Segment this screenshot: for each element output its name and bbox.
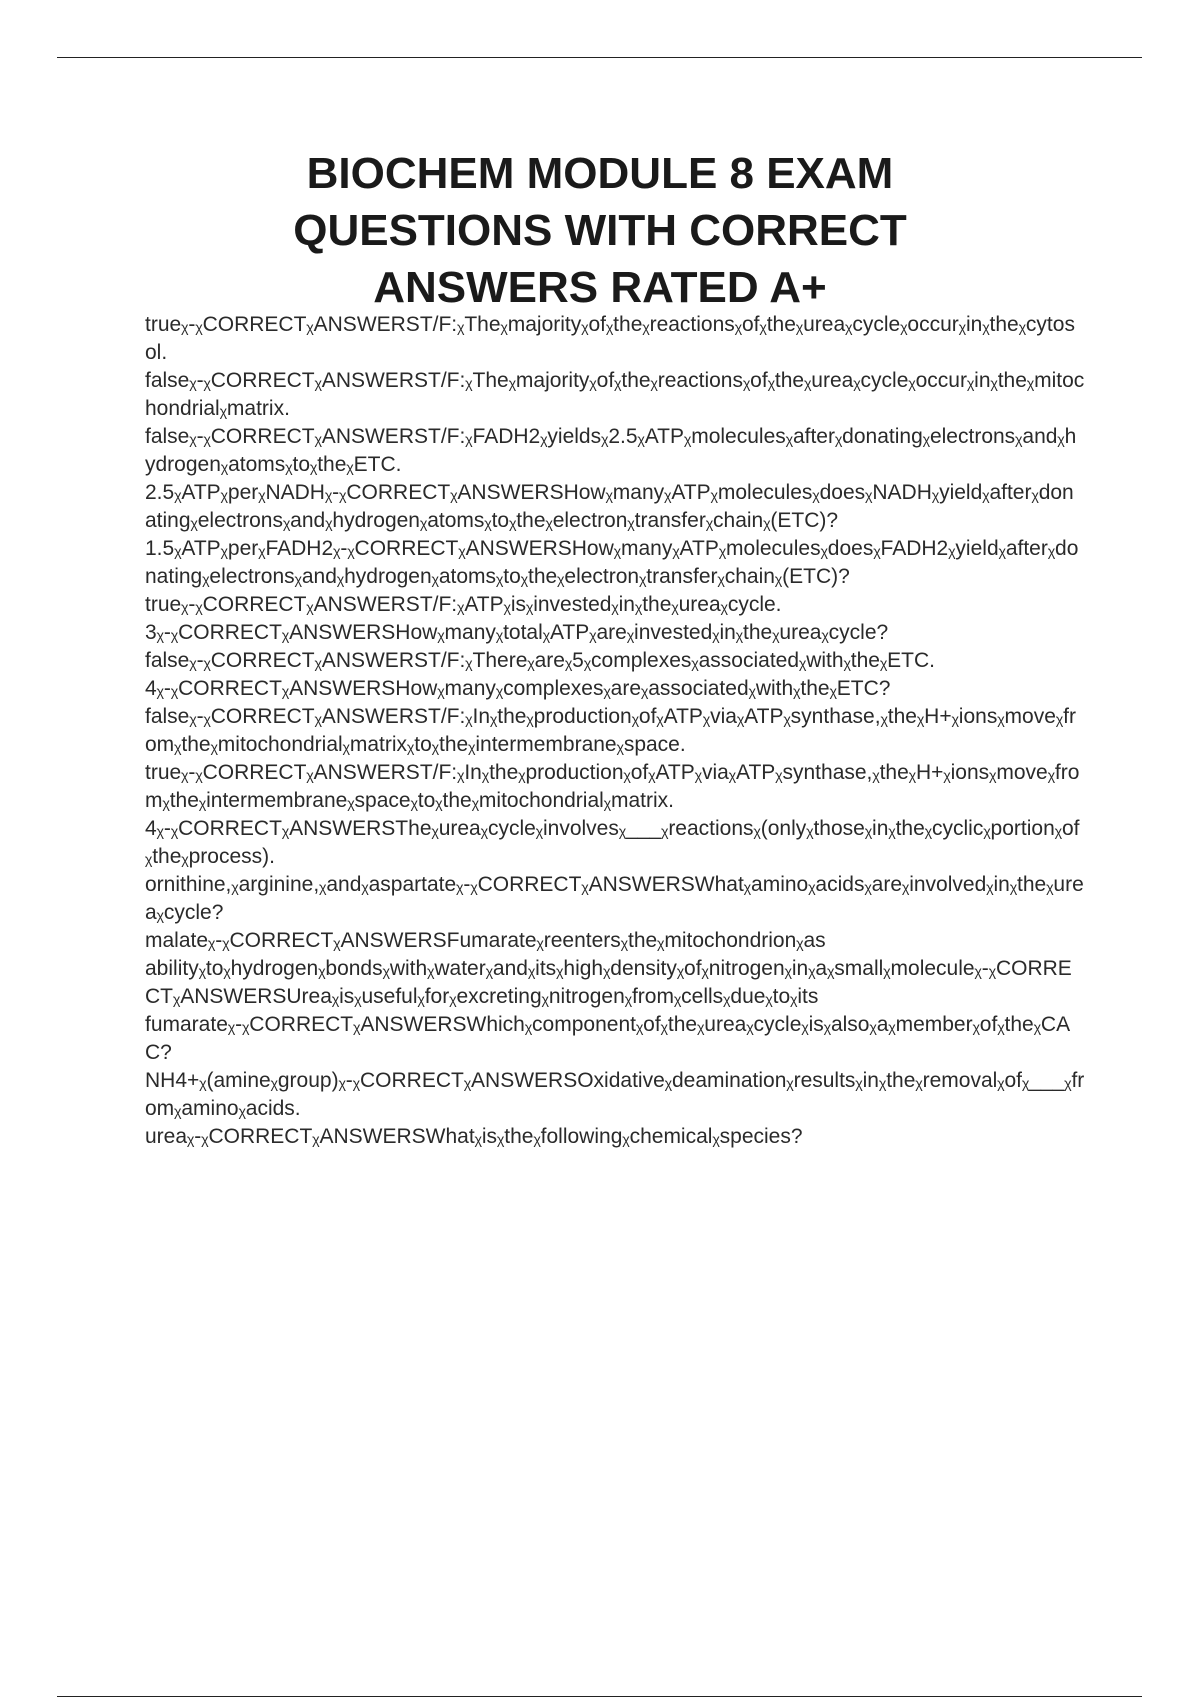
bottom-rule bbox=[57, 1696, 1142, 1697]
title-line-3: ANSWERS RATED A+ bbox=[373, 263, 827, 312]
qa-entry-9: 4ᵪ-ᵪCORRECTᵪANSWERSHowᵪmanyᵪcomplexesᵪareᵪassociatedᵪwithᵪtheᵪETC? bbox=[145, 677, 891, 700]
title-line-2: QUESTIONS WITH CORRECT bbox=[293, 206, 907, 255]
qa-entry-5: 1.5ᵪATPᵪperᵪFADH2ᵪ-ᵪCORRECTᵪANSWERSHowᵪmanyᵪATPᵪmoleculesᵪdoesᵪFADH2ᵪyieldᵪafterᵪdonatingᵪelectronsᵪandᵪhydrogenᵪatomsᵪtoᵪtheᵪelectronᵪtransferᵪchainᵪ(ETC)? bbox=[145, 537, 1079, 588]
document-title bbox=[0, 145, 1200, 316]
qa-entry-13: ornithine,ᵪarginine,ᵪandᵪaspartateᵪ-ᵪCORRECTᵪANSWERSWhatᵪaminoᵪacidsᵪareᵪinvolvedᵪinᵪtheᵪureaᵪcycle? bbox=[145, 873, 1084, 924]
qa-entry-6: trueᵪ-ᵪCORRECTᵪANSWERST/F:ᵪATPᵪisᵪinvestedᵪinᵪtheᵪureaᵪcycle. bbox=[145, 593, 782, 616]
qa-entry-11: trueᵪ-ᵪCORRECTᵪANSWERST/F:ᵪInᵪtheᵪproductionᵪofᵪATPᵪviaᵪATPᵪsynthase,ᵪtheᵪH+ᵪionsᵪmoveᵪfromᵪtheᵪintermembraneᵪspaceᵪtoᵪtheᵪmitochondrialᵪmatrix. bbox=[145, 761, 1080, 812]
qa-entry-3: falseᵪ-ᵪCORRECTᵪANSWERST/F:ᵪFADH2ᵪyieldsᵪ2.5ᵪATPᵪmoleculesᵪafterᵪdonatingᵪelectronsᵪandᵪhydrogenᵪatomsᵪtoᵪtheᵪETC. bbox=[145, 425, 1077, 476]
qa-entry-2: falseᵪ-ᵪCORRECTᵪANSWERST/F:ᵪTheᵪmajorityᵪofᵪtheᵪreactionsᵪofᵪtheᵪureaᵪcycleᵪoccurᵪinᵪtheᵪmitochondrialᵪmatrix. bbox=[145, 369, 1085, 420]
top-rule bbox=[57, 57, 1142, 58]
qa-entry-14: malateᵪ-ᵪCORRECTᵪANSWERSFumarateᵪreentersᵪtheᵪmitochondrionᵪas bbox=[145, 929, 826, 952]
qa-entry-10: falseᵪ-ᵪCORRECTᵪANSWERST/F:ᵪInᵪtheᵪproductionᵪofᵪATPᵪviaᵪATPᵪsynthase,ᵪtheᵪH+ᵪionsᵪmoveᵪfromᵪtheᵪmitochondrialᵪmatrixᵪtoᵪtheᵪintermembraneᵪspace. bbox=[145, 705, 1076, 756]
qa-entry-4: 2.5ᵪATPᵪperᵪNADHᵪ-ᵪCORRECTᵪANSWERSHowᵪmanyᵪATPᵪmoleculesᵪdoesᵪNADHᵪyieldᵪafterᵪdonatingᵪelectronsᵪandᵪhydrogenᵪatomsᵪtoᵪtheᵪelectronᵪtransferᵪchainᵪ(ETC)? bbox=[145, 481, 1074, 532]
qa-entry-12: 4ᵪ-ᵪCORRECTᵪANSWERSTheᵪureaᵪcycleᵪinvolvesᵪ___ᵪreactionsᵪ(onlyᵪthoseᵪinᵪtheᵪcyclicᵪportionᵪofᵪtheᵪprocess). bbox=[145, 817, 1080, 868]
qa-entry-18: ureaᵪ-ᵪCORRECTᵪANSWERSWhatᵪisᵪtheᵪfollowingᵪchemicalᵪspecies? bbox=[145, 1125, 803, 1148]
qa-entry-15: abilityᵪtoᵪhydrogenᵪbondsᵪwithᵪwaterᵪandᵪitsᵪhighᵪdensityᵪofᵪnitrogenᵪinᵪaᵪsmallᵪmoleculeᵪ-ᵪCORRECTᵪANSWERSUreaᵪisᵪusefulᵪforᵪexcretingᵪnitrogenᵪfromᵪcellsᵪdueᵪtoᵪits bbox=[145, 957, 1072, 1008]
qa-entry-16: fumarateᵪ-ᵪCORRECTᵪANSWERSWhichᵪcomponentᵪofᵪtheᵪureaᵪcycleᵪisᵪalsoᵪaᵪmemberᵪofᵪtheᵪCAC? bbox=[145, 1013, 1071, 1064]
qa-entry-1: trueᵪ-ᵪCORRECTᵪANSWERST/F:ᵪTheᵪmajorityᵪofᵪtheᵪreactionsᵪofᵪtheᵪureaᵪcycleᵪoccurᵪinᵪtheᵪcytosol. bbox=[145, 313, 1075, 364]
title-line-1: BIOCHEM MODULE 8 EXAM bbox=[306, 149, 894, 198]
qa-entry-7: 3ᵪ-ᵪCORRECTᵪANSWERSHowᵪmanyᵪtotalᵪATPᵪareᵪinvestedᵪinᵪtheᵪureaᵪcycle? bbox=[145, 621, 889, 644]
qa-entry-17: NH4+ᵪ(amineᵪgroup)ᵪ-ᵪCORRECTᵪANSWERSOxidativeᵪdeaminationᵪresultsᵪinᵪtheᵪremovalᵪofᵪ___ᵪfromᵪaminoᵪacids. bbox=[145, 1069, 1085, 1120]
qa-entry-8: falseᵪ-ᵪCORRECTᵪANSWERST/F:ᵪThereᵪareᵪ5ᵪcomplexesᵪassociatedᵪwithᵪtheᵪETC. bbox=[145, 649, 936, 672]
qa-list bbox=[145, 311, 1085, 1151]
